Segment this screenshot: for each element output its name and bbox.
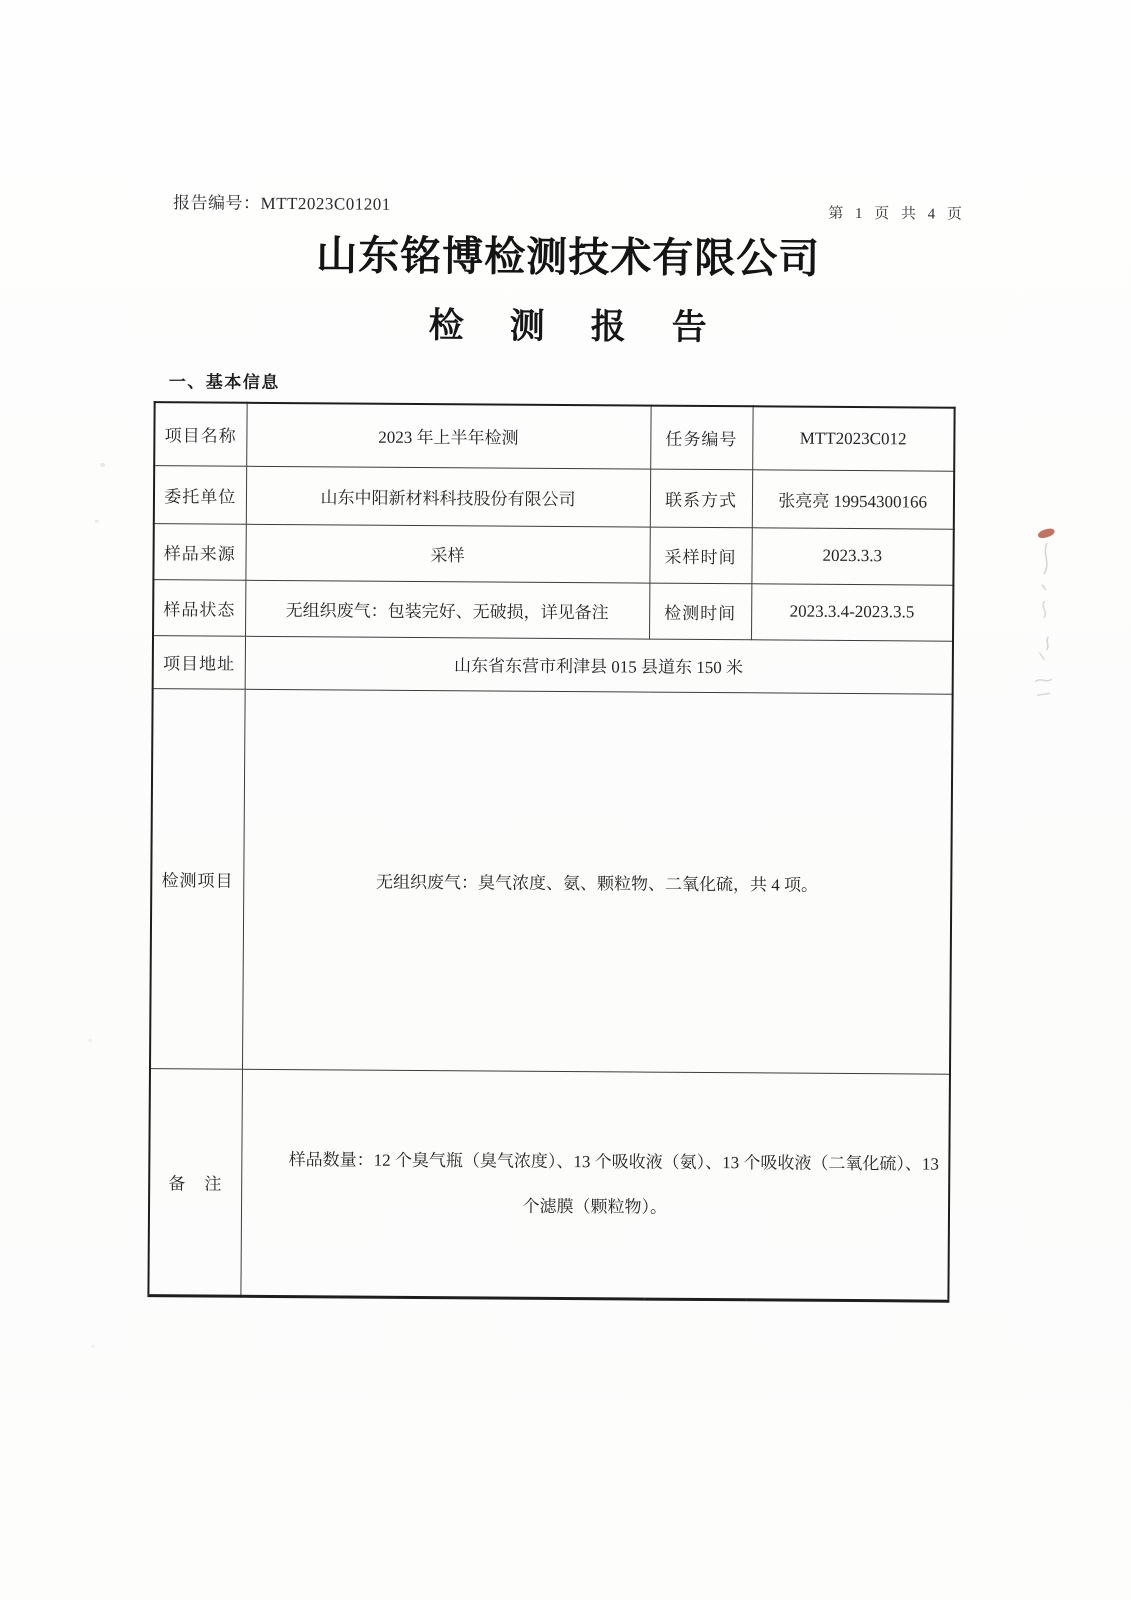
bleed-squiggle-lower (1028, 595, 1059, 705)
report-number-line (173, 188, 391, 215)
row-value-sample-source: 采样 (245, 524, 649, 583)
page-indicator: 第 1 页 共 4 页 (828, 205, 967, 223)
row-value-client: 山东中阳新材料科技股份有限公司 (246, 466, 650, 527)
row-label-client: 委托单位 (154, 465, 246, 524)
row-value-task-number: MTT2023C012 (752, 406, 954, 470)
row-value-test-items: 无组织废气：臭气浓度、氨、颗粒物、二氧化硫，共 4 项。 (242, 689, 953, 1074)
table-row-project-address (153, 635, 953, 694)
row-value-contact: 张亮亮 19954300166 (752, 469, 954, 528)
table-row-sample-source (153, 523, 953, 585)
stamp-bleed-mark (1037, 527, 1056, 540)
row-label-project-address: 项目地址 (153, 635, 245, 689)
row-label-sampling-time: 采样时间 (649, 527, 751, 584)
table-row-client (154, 465, 954, 529)
document-title: 检测报告 (428, 306, 753, 348)
row-value-sample-state: 无组织废气：包装完好、无破损，详见备注 (245, 580, 649, 639)
row-label-sample-state: 样品状态 (153, 579, 245, 636)
row-label-sample-source: 样品来源 (153, 523, 245, 580)
paper-speck (100, 462, 106, 467)
row-label-test-items: 检测项目 (150, 688, 245, 1069)
report-number-label: 报告编号： (172, 193, 261, 213)
paper-speck (95, 520, 99, 523)
section-heading-basic-info: 一、基本信息 (168, 372, 280, 392)
paper-speck (91, 1345, 95, 1348)
row-label-remarks: 备 注 (148, 1068, 242, 1296)
row-label-project-name: 项目名称 (154, 402, 246, 466)
table-row-remarks (148, 1068, 950, 1301)
row-label-contact: 联系方式 (650, 469, 752, 528)
company-title: 山东铭博检测技术有限公司 (316, 232, 821, 282)
table-row-sample-state (153, 579, 953, 641)
table-row-test-items (150, 688, 953, 1074)
row-value-test-time: 2023.3.4-2023.3.5 (751, 583, 953, 640)
row-label-task-number: 任务编号 (650, 406, 752, 470)
report-number-value: MTT2023C01201 (260, 193, 391, 214)
row-label-test-time: 检测时间 (649, 583, 751, 640)
row-value-project-address: 山东省东营市利津县 015 县道东 150 米 (245, 636, 953, 694)
row-value-sampling-time: 2023.3.3 (751, 527, 953, 584)
paper-speck (88, 1039, 92, 1042)
table-row-project-name (154, 402, 954, 471)
row-value-project-name: 2023 年上半年检测 (246, 403, 650, 469)
row-value-remarks: 样品数量：12 个臭气瓶（臭气浓度）、13 个吸收液（氨）、13 个吸收液（二氧化硫）、13 个滤膜（颗粒物）。 (240, 1069, 950, 1301)
basic-info-table (147, 401, 955, 1302)
